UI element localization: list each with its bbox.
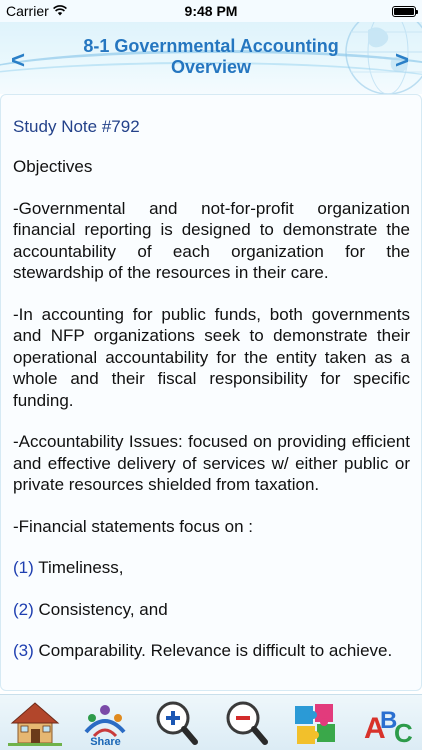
list-item-number: (2) (13, 599, 34, 619)
battery-icon (392, 6, 416, 17)
study-note-card[interactable] (0, 94, 422, 691)
list-item (13, 599, 410, 621)
wifi-icon (53, 3, 67, 19)
note-paragraph: -In accounting for public funds, both governments and NFP organizations seek to demonstrate their operational accountability for the entity taken as a whole and their fiscal responsibility for specific funding. (13, 304, 410, 410)
note-paragraph: -Financial statements focus on : (13, 516, 254, 536)
bottom-toolbar (0, 694, 422, 750)
status-right (392, 6, 416, 17)
note-paragraph: -Governmental and not-for-profit organization financial reporting is designed to demonstrate the accountability of each organization for the stewardship of the resources in their care. (13, 198, 410, 282)
abc-button[interactable] (355, 696, 419, 750)
share-button[interactable] (73, 696, 137, 750)
next-arrow-button[interactable]: > (394, 47, 409, 74)
svg-text:C: C (393, 717, 413, 748)
svg-text:B: B (379, 706, 398, 734)
note-title: Study Note #792 (13, 117, 140, 136)
header-banner (0, 22, 422, 94)
puzzle-button[interactable] (284, 696, 348, 750)
note-paragraph: -Accountability Issues: focused on providing efficient and effective delivery of services w/ either public or private resources shielded from taxation. (13, 432, 410, 494)
status-left (6, 3, 67, 19)
carrier-label: Carrier (6, 3, 49, 19)
status-bar (0, 0, 422, 22)
list-item-number: (3) (13, 641, 34, 660)
previous-arrow-button[interactable]: < (10, 47, 25, 74)
list-item-number: (1) (13, 558, 34, 577)
zoom-in-button[interactable] (144, 696, 208, 750)
list-item (13, 557, 410, 579)
page-title-line2: Overview (170, 57, 252, 77)
abc-blocks-icon (360, 698, 414, 748)
page-title-line1: 8-1 Governmental Accounting (83, 36, 339, 56)
note-heading: Objectives (13, 157, 93, 176)
magnifier-minus-icon (219, 698, 273, 748)
house-icon (8, 699, 62, 747)
list-item-text: Timeliness, (33, 558, 124, 577)
zoom-out-button[interactable] (214, 696, 278, 750)
page-title (60, 36, 362, 78)
puzzle-icon (289, 698, 343, 748)
status-time: 9:48 PM (184, 3, 238, 19)
share-label: Share (90, 735, 121, 748)
list-item (13, 640, 410, 662)
list-item-text: Comparability. Relevance is difficult to achieve. (33, 641, 393, 660)
home-button[interactable] (3, 696, 67, 750)
magnifier-plus-icon (149, 698, 203, 748)
list-item-text: Consistency, and (33, 599, 168, 619)
svg-text:A: A (363, 711, 386, 745)
